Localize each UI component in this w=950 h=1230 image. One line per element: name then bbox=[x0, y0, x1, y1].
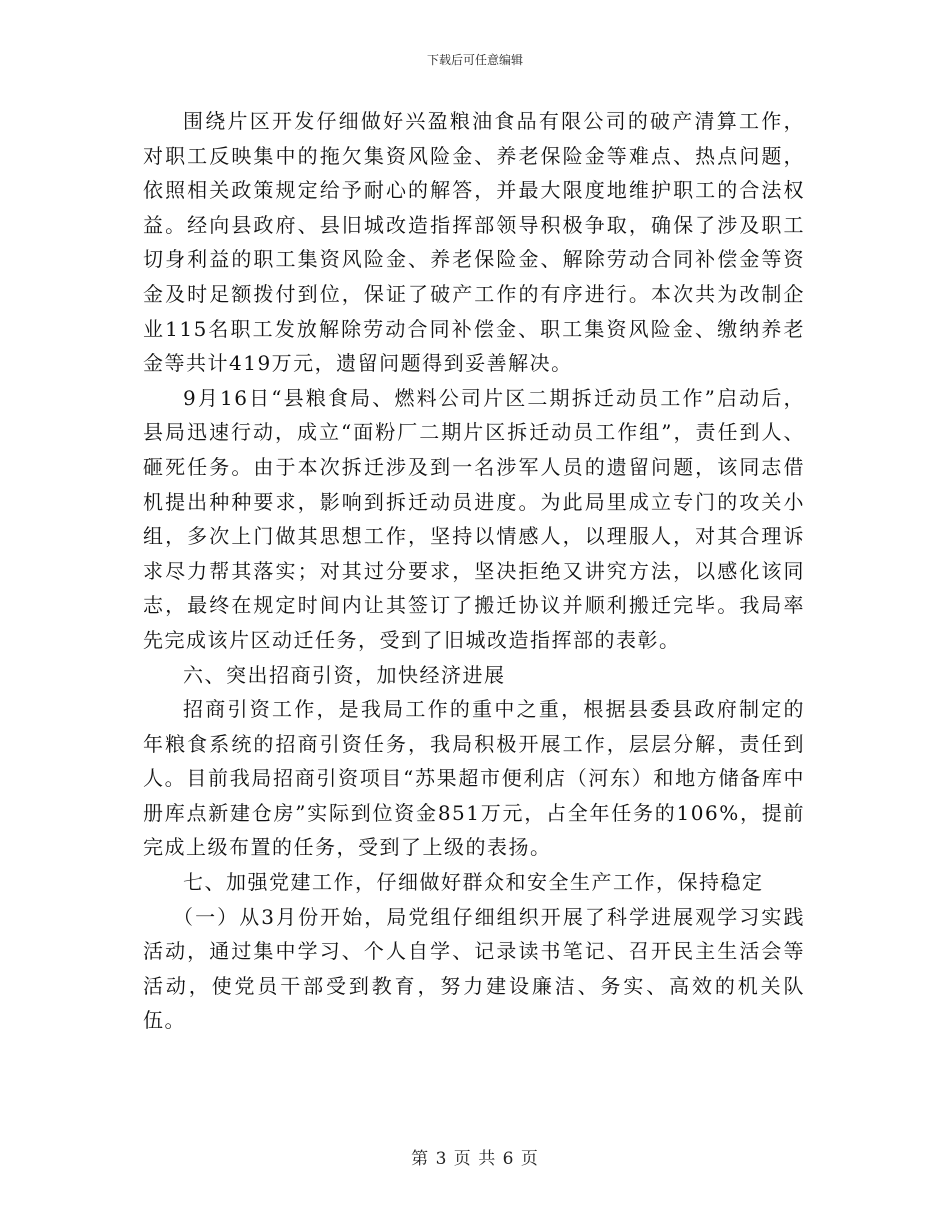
paragraph-party-study-activity: （一）从3月份开始，局党组仔细组织开展了科学进展观学习实践活动，通过集中学习、个人自学、记录读书笔记、召开民主生活会等活动，使党员干部受到教育，努力建设廉洁、务实、高效的机关队伍。 bbox=[143, 904, 805, 1033]
page-number-footer: 第 3 页 共 6 页 bbox=[411, 1149, 539, 1169]
section-heading-party-building: 七、加强党建工作，仔细做好群众和安全生产工作，保持稳定 bbox=[183, 870, 764, 895]
page-header-note: 下载后可任意编辑 bbox=[426, 53, 523, 67]
paragraph-demolition-mobilization: 9月16日“县粮食局、燃料公司片区二期拆迁动员工作”启动后，县局迅速行动，成立“面粉厂二期片区拆迁动员工作组”，责任到人、砸死任务。由于本次拆迁涉及到一名涉军人员的遗留问题，该同志借机提出种种要求，影响到拆迁动员进度。为此局里成立专门的攻关小组，多次上门做其思想工作，坚持以情感人，以理服人，对其合理诉求尽力帮其落实；对其过分要求，坚决拒绝又讲究方法，以感化该同志，最终在规定时间内让其签订了搬迁协议并顺利搬迁完毕。我局率先完成该片区动迁任务，受到了旧城改造指挥部的表彰。 bbox=[143, 385, 805, 652]
paragraph-investment-work: 招商引资工作，是我局工作的重中之重，根据县委县政府制定的年粮食系统的招商引资任务，我局积极开展工作，层层分解，责任到人。目前我局招商引资项目“苏果超市便利店（河东）和地方储备库中册库点新建仓房”实际到位资金851万元，占全年任务的106%，提前完成上级布置的任务，受到了上级的表扬。 bbox=[143, 697, 805, 860]
section-heading-investment: 六、突出招商引资，加快经济进展 bbox=[183, 662, 506, 687]
paragraph-bankruptcy-liquidation: 围绕片区开发仔细做好兴盈粮油食品有限公司的破产清算工作，对职工反映集中的拖欠集资风险金、养老保险金等难点、热点问题，依照相关政策规定给予耐心的解答，并最大限度地维护职工的合法权益。经向县政府、县旧城改造指挥部领导积极争取，确保了涉及职工切身利益的职工集资风险金、养老保险金、解除劳动合同补偿金等资金及时足额拨付到位，保证了破产工作的有序进行。本次共为改制企业115名职工发放解除劳动合同补偿金、职工集资风险金、缴纳养老金等共计419万元，遗留问题得到妥善解决。 bbox=[143, 109, 805, 376]
document-body bbox=[143, 104, 805, 1038]
